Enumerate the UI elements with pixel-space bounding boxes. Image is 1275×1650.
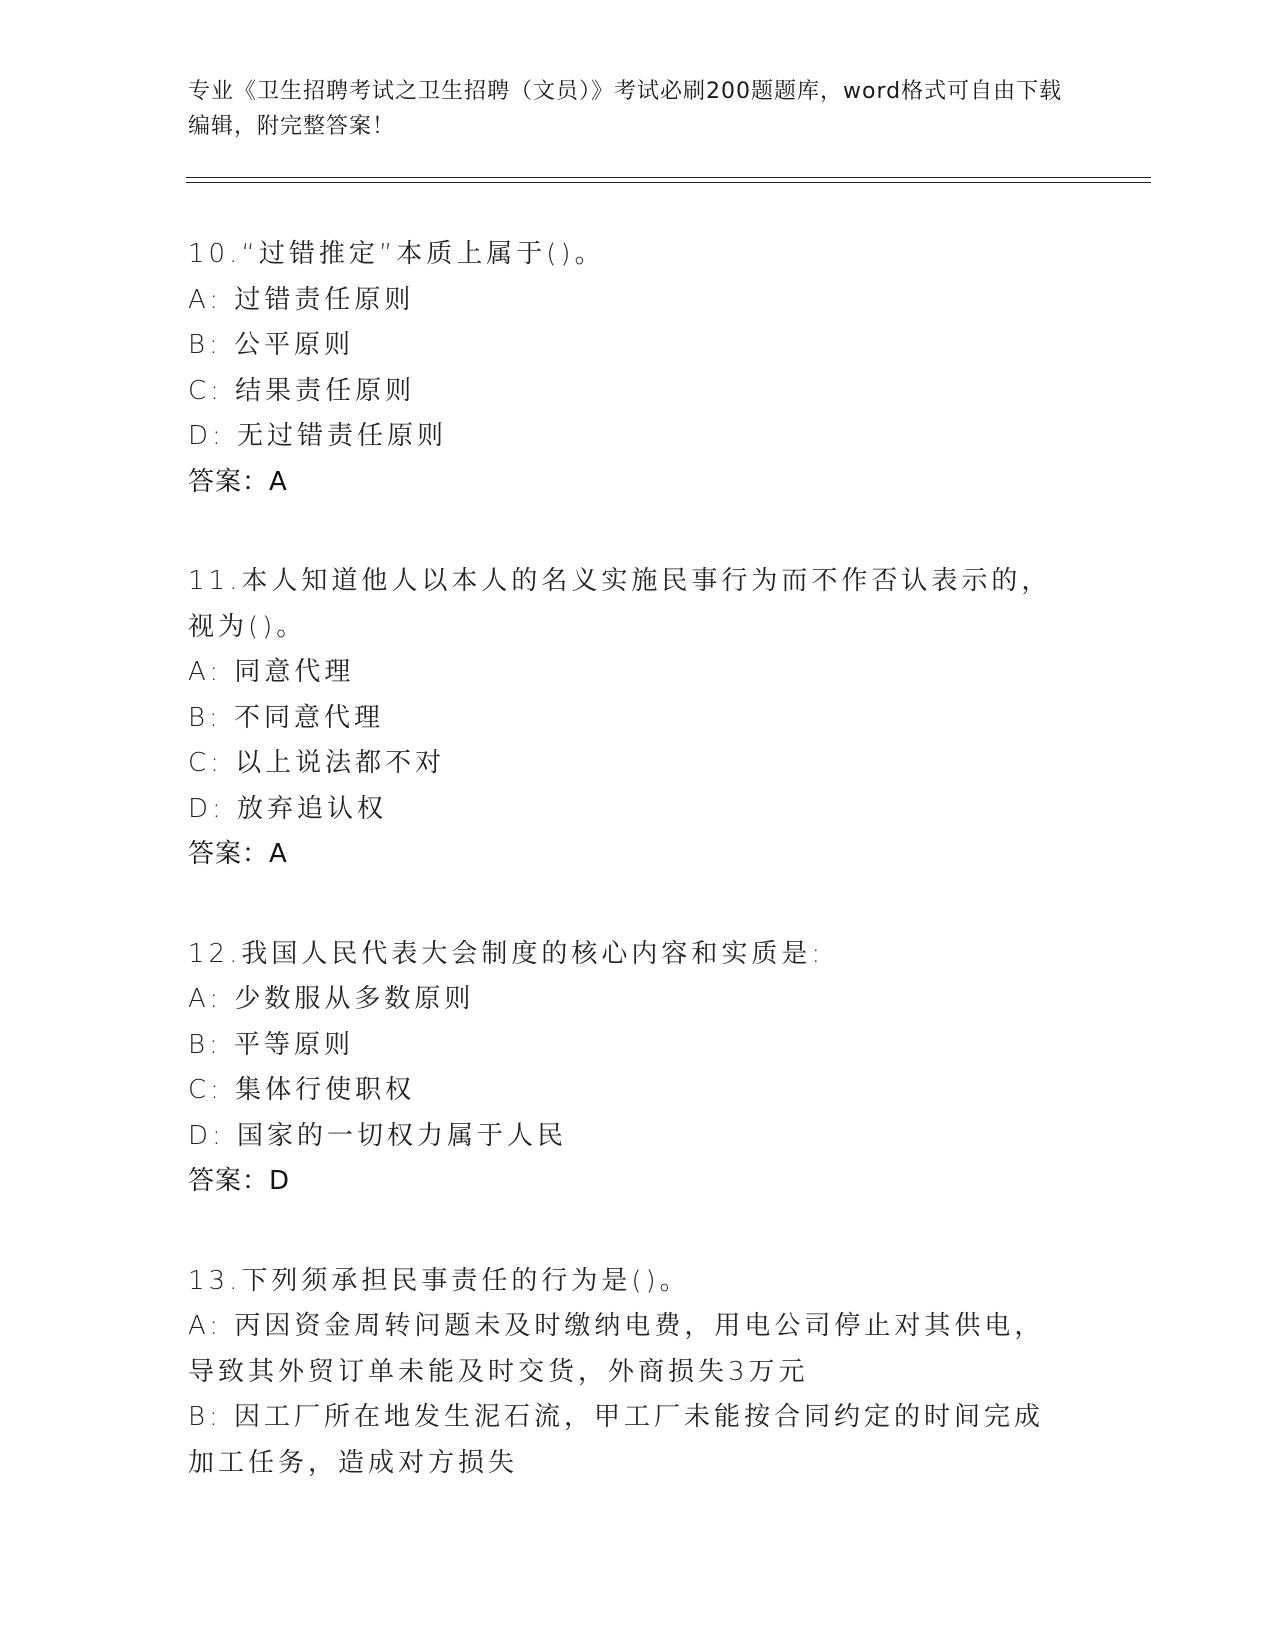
option-c: C: 集体行使职权 xyxy=(188,1075,416,1105)
option-d: D: 无过错责任原则 xyxy=(188,421,448,451)
question-list xyxy=(188,232,1068,1540)
header-divider-top xyxy=(186,177,1151,178)
answer-line: 答案：A xyxy=(188,466,288,497)
option-b: B: 公平原则 xyxy=(188,330,355,360)
option-c: C: 结果责任原则 xyxy=(188,375,416,406)
document-header: 专业《卫生招聘考试之卫生招聘（文员）》考试必刷200题题库，word格式可自由下载编辑，附完整答案！ xyxy=(188,79,1063,139)
option-a: A: 同意代理 xyxy=(188,657,355,687)
header-divider-bottom xyxy=(186,182,1151,183)
option-a: A: 少数服从多数原则 xyxy=(188,984,475,1014)
option-b: B: 不同意代理 xyxy=(188,702,385,733)
answer-line: 答案：A xyxy=(188,839,288,869)
option-a: A: 过错责任原则 xyxy=(188,284,415,315)
option-d: D: 国家的一切权力属于人民 xyxy=(188,1120,568,1151)
option-c: C: 以上说法都不对 xyxy=(188,748,446,778)
option-a: A: 丙因资金周转问题未及时缴纳电费，用电公司停止对其供电，导致其外贸订单未能及时交货，外商损失3万元 xyxy=(188,1311,1045,1387)
question-10 xyxy=(188,232,1068,505)
question-stem: 12.我国人民代表大会制度的核心内容和实质是: xyxy=(188,938,825,969)
option-b: B: 因工厂所在地发生泥石流，甲工厂未能按合同约定的时间完成加工任务，造成对方损失 xyxy=(188,1402,1045,1478)
question-stem: 10.“过错推定”本质上属于()。 xyxy=(188,239,605,269)
question-stem: 13.下列须承担民事责任的行为是()。 xyxy=(188,1265,690,1296)
question-12 xyxy=(188,932,1068,1205)
question-11 xyxy=(188,559,1068,878)
option-b: B: 平等原则 xyxy=(188,1029,355,1060)
question-13 xyxy=(188,1259,1068,1487)
answer-line: 答案：D xyxy=(188,1166,291,1196)
question-stem: 11.本人知道他人以本人的名义实施民事行为而不作否认表示的，视为()。 xyxy=(188,566,1052,642)
option-d: D: 放弃追认权 xyxy=(188,793,388,824)
